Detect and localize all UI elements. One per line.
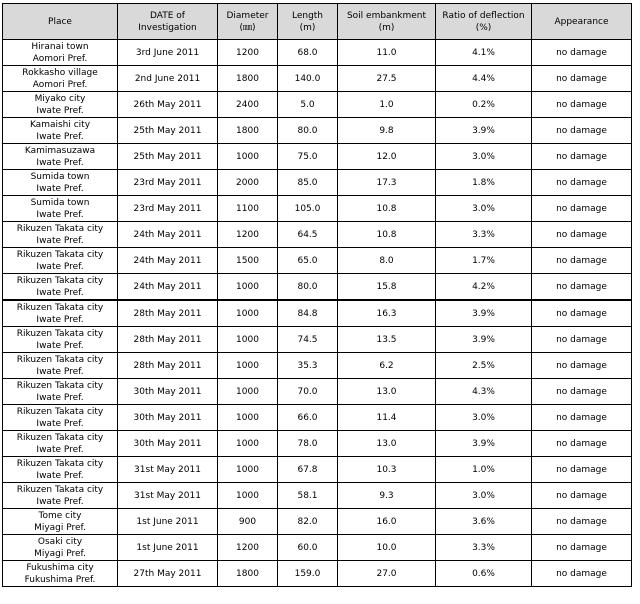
place-name: Rikuzen Takata city xyxy=(16,249,104,260)
table-row xyxy=(3,457,632,483)
cell-ratio-of-deflection: 3.3% xyxy=(436,222,532,248)
cell-place xyxy=(3,274,118,301)
cell-appearance: no damage xyxy=(532,300,632,327)
cell-place xyxy=(3,405,118,431)
cell-diameter: 1500 xyxy=(218,248,278,274)
cell-ratio-of-deflection: 3.0% xyxy=(436,196,532,222)
cell-length: 80.0 xyxy=(278,118,338,144)
prefecture-name: Iwate Pref. xyxy=(36,340,84,351)
cell-appearance: no damage xyxy=(532,405,632,431)
cell-date: 24th May 2011 xyxy=(118,222,218,248)
cell-place xyxy=(3,92,118,118)
cell-soil-embankment: 11.0 xyxy=(338,40,436,66)
header-length-unit: (m) xyxy=(299,22,316,33)
cell-soil-embankment: 27.5 xyxy=(338,66,436,92)
prefecture-name: Iwate Pref. xyxy=(36,235,84,246)
cell-place xyxy=(3,248,118,274)
place-name: Miyako city xyxy=(34,93,86,104)
cell-place xyxy=(3,509,118,535)
cell-diameter: 1200 xyxy=(218,40,278,66)
prefecture-name: Iwate Pref. xyxy=(36,157,84,168)
cell-appearance: no damage xyxy=(532,170,632,196)
place-name: Rikuzen Takata city xyxy=(16,406,104,417)
cell-place xyxy=(3,118,118,144)
cell-diameter: 1100 xyxy=(218,196,278,222)
cell-diameter: 1200 xyxy=(218,535,278,561)
cell-ratio-of-deflection: 0.6% xyxy=(436,561,532,587)
header-length xyxy=(278,4,338,40)
header-length-line1: Length xyxy=(291,10,324,21)
place-name: Rikuzen Takata city xyxy=(16,275,104,286)
prefecture-name: Aomori Pref. xyxy=(32,79,88,90)
cell-appearance: no damage xyxy=(532,457,632,483)
table-header xyxy=(3,4,632,40)
place-name: Rikuzen Takata city xyxy=(16,223,104,234)
cell-appearance: no damage xyxy=(532,535,632,561)
cell-diameter: 1000 xyxy=(218,431,278,457)
table-row xyxy=(3,535,632,561)
cell-date: 30th May 2011 xyxy=(118,405,218,431)
cell-diameter: 1200 xyxy=(218,222,278,248)
cell-date: 2nd June 2011 xyxy=(118,66,218,92)
cell-length: 65.0 xyxy=(278,248,338,274)
cell-soil-embankment: 13.5 xyxy=(338,327,436,353)
prefecture-name: Iwate Pref. xyxy=(36,183,84,194)
cell-diameter: 1000 xyxy=(218,300,278,327)
table-row xyxy=(3,118,632,144)
cell-appearance: no damage xyxy=(532,66,632,92)
cell-ratio-of-deflection: 3.9% xyxy=(436,300,532,327)
cell-place xyxy=(3,327,118,353)
cell-diameter: 1800 xyxy=(218,561,278,587)
table-row xyxy=(3,144,632,170)
cell-soil-embankment: 9.3 xyxy=(338,483,436,509)
cell-date: 23rd May 2011 xyxy=(118,196,218,222)
cell-date: 24th May 2011 xyxy=(118,248,218,274)
cell-ratio-of-deflection: 0.2% xyxy=(436,92,532,118)
cell-diameter: 2400 xyxy=(218,92,278,118)
prefecture-name: Miyagi Pref. xyxy=(34,522,86,533)
header-soil-embankment xyxy=(338,4,436,40)
place-name: Rikuzen Takata city xyxy=(16,432,104,443)
prefecture-name: Iwate Pref. xyxy=(36,105,84,116)
cell-soil-embankment: 15.8 xyxy=(338,274,436,301)
cell-appearance: no damage xyxy=(532,353,632,379)
table-body xyxy=(3,40,632,587)
cell-place xyxy=(3,561,118,587)
cell-date: 1st June 2011 xyxy=(118,535,218,561)
table-row xyxy=(3,353,632,379)
place-name: Fukushima city xyxy=(26,562,94,573)
cell-place xyxy=(3,300,118,327)
cell-diameter: 1000 xyxy=(218,274,278,301)
cell-length: 5.0 xyxy=(278,92,338,118)
cell-place xyxy=(3,457,118,483)
cell-date: 24th May 2011 xyxy=(118,274,218,301)
cell-appearance: no damage xyxy=(532,483,632,509)
cell-soil-embankment: 27.0 xyxy=(338,561,436,587)
cell-appearance: no damage xyxy=(532,248,632,274)
header-diameter xyxy=(218,4,278,40)
table-row xyxy=(3,196,632,222)
table-row xyxy=(3,405,632,431)
cell-length: 84.8 xyxy=(278,300,338,327)
cell-date: 30th May 2011 xyxy=(118,431,218,457)
cell-ratio-of-deflection: 4.3% xyxy=(436,379,532,405)
cell-ratio-of-deflection: 1.8% xyxy=(436,170,532,196)
cell-appearance: no damage xyxy=(532,379,632,405)
cell-diameter: 1800 xyxy=(218,66,278,92)
prefecture-name: Aomori Pref. xyxy=(32,53,88,64)
cell-length: 78.0 xyxy=(278,431,338,457)
table-row xyxy=(3,379,632,405)
place-name: Rikuzen Takata city xyxy=(16,354,104,365)
header-row xyxy=(3,4,632,40)
cell-ratio-of-deflection: 1.0% xyxy=(436,457,532,483)
cell-soil-embankment: 9.8 xyxy=(338,118,436,144)
cell-date: 26th May 2011 xyxy=(118,92,218,118)
cell-date: 28th May 2011 xyxy=(118,353,218,379)
cell-diameter: 1000 xyxy=(218,353,278,379)
table-row xyxy=(3,431,632,457)
cell-length: 140.0 xyxy=(278,66,338,92)
table-row xyxy=(3,66,632,92)
cell-place xyxy=(3,222,118,248)
place-name: Rikuzen Takata city xyxy=(16,458,104,469)
place-name: Rokkasho village xyxy=(22,67,98,78)
cell-soil-embankment: 17.3 xyxy=(338,170,436,196)
cell-soil-embankment: 10.8 xyxy=(338,196,436,222)
cell-length: 35.3 xyxy=(278,353,338,379)
prefecture-name: Iwate Pref. xyxy=(36,392,84,403)
cell-length: 58.1 xyxy=(278,483,338,509)
inspection-table-container xyxy=(2,3,632,587)
header-diameter-line1: Diameter xyxy=(226,10,269,21)
place-name: Sumida town xyxy=(30,197,90,208)
table-row xyxy=(3,561,632,587)
cell-date: 3rd June 2011 xyxy=(118,40,218,66)
cell-soil-embankment: 6.2 xyxy=(338,353,436,379)
table-row xyxy=(3,274,632,301)
cell-appearance: no damage xyxy=(532,274,632,301)
cell-length: 66.0 xyxy=(278,405,338,431)
cell-appearance: no damage xyxy=(532,327,632,353)
prefecture-name: Iwate Pref. xyxy=(36,444,84,455)
cell-length: 74.5 xyxy=(278,327,338,353)
prefecture-name: Iwate Pref. xyxy=(36,366,84,377)
cell-ratio-of-deflection: 2.5% xyxy=(436,353,532,379)
cell-ratio-of-deflection: 3.9% xyxy=(436,431,532,457)
table-row xyxy=(3,92,632,118)
cell-place xyxy=(3,379,118,405)
place-name: Rikuzen Takata city xyxy=(16,484,104,495)
cell-diameter: 900 xyxy=(218,509,278,535)
cell-date: 28th May 2011 xyxy=(118,327,218,353)
prefecture-name: Miyagi Pref. xyxy=(34,548,86,559)
cell-soil-embankment: 10.8 xyxy=(338,222,436,248)
cell-place xyxy=(3,535,118,561)
cell-date: 25th May 2011 xyxy=(118,144,218,170)
cell-appearance: no damage xyxy=(532,196,632,222)
cell-ratio-of-deflection: 3.9% xyxy=(436,327,532,353)
cell-soil-embankment: 13.0 xyxy=(338,431,436,457)
place-name: Rikuzen Takata city xyxy=(16,380,104,391)
place-name: Kamimasuzawa xyxy=(24,145,96,156)
cell-ratio-of-deflection: 1.7% xyxy=(436,248,532,274)
place-name: Osaki city xyxy=(37,536,83,547)
header-date xyxy=(118,4,218,40)
cell-date: 28th May 2011 xyxy=(118,300,218,327)
place-name: Kamaishi city xyxy=(29,119,91,130)
place-name: Tome city xyxy=(38,510,82,521)
table-row xyxy=(3,483,632,509)
table-row xyxy=(3,40,632,66)
cell-length: 159.0 xyxy=(278,561,338,587)
cell-ratio-of-deflection: 4.2% xyxy=(436,274,532,301)
cell-place xyxy=(3,66,118,92)
cell-appearance: no damage xyxy=(532,222,632,248)
cell-ratio-of-deflection: 3.0% xyxy=(436,144,532,170)
cell-place xyxy=(3,144,118,170)
cell-place xyxy=(3,170,118,196)
cell-date: 25th May 2011 xyxy=(118,118,218,144)
cell-ratio-of-deflection: 3.0% xyxy=(436,405,532,431)
cell-diameter: 1000 xyxy=(218,144,278,170)
cell-diameter: 1000 xyxy=(218,483,278,509)
header-diameter-unit: (㎜) xyxy=(239,22,256,33)
cell-diameter: 1800 xyxy=(218,118,278,144)
cell-place xyxy=(3,40,118,66)
cell-diameter: 1000 xyxy=(218,405,278,431)
pipe-inspection-table xyxy=(2,3,632,587)
cell-soil-embankment: 10.0 xyxy=(338,535,436,561)
cell-soil-embankment: 16.0 xyxy=(338,509,436,535)
table-row xyxy=(3,327,632,353)
prefecture-name: Iwate Pref. xyxy=(36,496,84,507)
place-name: Sumida town xyxy=(30,171,90,182)
prefecture-name: Iwate Pref. xyxy=(36,418,84,429)
cell-diameter: 2000 xyxy=(218,170,278,196)
cell-soil-embankment: 12.0 xyxy=(338,144,436,170)
cell-appearance: no damage xyxy=(532,40,632,66)
header-date-line1: DATE of xyxy=(150,10,185,21)
cell-date: 31st May 2011 xyxy=(118,457,218,483)
cell-length: 68.0 xyxy=(278,40,338,66)
prefecture-name: Iwate Pref. xyxy=(36,131,84,142)
table-row xyxy=(3,170,632,196)
cell-length: 67.8 xyxy=(278,457,338,483)
cell-appearance: no damage xyxy=(532,118,632,144)
cell-date: 1st June 2011 xyxy=(118,509,218,535)
cell-length: 75.0 xyxy=(278,144,338,170)
cell-date: 23rd May 2011 xyxy=(118,170,218,196)
header-place: Place xyxy=(3,4,118,40)
cell-length: 64.5 xyxy=(278,222,338,248)
header-ratio-unit: (%) xyxy=(475,22,492,33)
prefecture-name: Iwate Pref. xyxy=(36,209,84,220)
cell-place xyxy=(3,483,118,509)
prefecture-name: Iwate Pref. xyxy=(36,314,84,325)
cell-date: 30th May 2011 xyxy=(118,379,218,405)
cell-diameter: 1000 xyxy=(218,327,278,353)
cell-soil-embankment: 1.0 xyxy=(338,92,436,118)
place-name: Rikuzen Takata city xyxy=(16,302,104,313)
cell-ratio-of-deflection: 4.1% xyxy=(436,40,532,66)
prefecture-name: Iwate Pref. xyxy=(36,287,84,298)
cell-ratio-of-deflection: 3.0% xyxy=(436,483,532,509)
cell-date: 27th May 2011 xyxy=(118,561,218,587)
cell-soil-embankment: 8.0 xyxy=(338,248,436,274)
header-appearance: Appearance xyxy=(532,4,632,40)
prefecture-name: Iwate Pref. xyxy=(36,470,84,481)
cell-length: 85.0 xyxy=(278,170,338,196)
cell-soil-embankment: 11.4 xyxy=(338,405,436,431)
cell-appearance: no damage xyxy=(532,144,632,170)
cell-soil-embankment: 16.3 xyxy=(338,300,436,327)
cell-date: 31st May 2011 xyxy=(118,483,218,509)
cell-diameter: 1000 xyxy=(218,457,278,483)
cell-length: 70.0 xyxy=(278,379,338,405)
cell-ratio-of-deflection: 3.9% xyxy=(436,118,532,144)
cell-soil-embankment: 13.0 xyxy=(338,379,436,405)
cell-diameter: 1000 xyxy=(218,379,278,405)
cell-place xyxy=(3,353,118,379)
cell-length: 80.0 xyxy=(278,274,338,301)
table-row xyxy=(3,222,632,248)
cell-ratio-of-deflection: 4.4% xyxy=(436,66,532,92)
header-ratio-line1: Ratio of deflection xyxy=(442,10,525,21)
cell-length: 60.0 xyxy=(278,535,338,561)
cell-ratio-of-deflection: 3.6% xyxy=(436,509,532,535)
cell-place xyxy=(3,431,118,457)
cell-soil-embankment: 10.3 xyxy=(338,457,436,483)
table-row xyxy=(3,509,632,535)
cell-ratio-of-deflection: 3.3% xyxy=(436,535,532,561)
header-soil-unit: (m) xyxy=(378,22,395,33)
table-row xyxy=(3,300,632,327)
cell-length: 82.0 xyxy=(278,509,338,535)
place-name: Hiranai town xyxy=(31,41,89,52)
cell-appearance: no damage xyxy=(532,561,632,587)
place-name: Rikuzen Takata city xyxy=(16,328,104,339)
cell-appearance: no damage xyxy=(532,509,632,535)
cell-appearance: no damage xyxy=(532,431,632,457)
prefecture-name: Iwate Pref. xyxy=(36,261,84,272)
cell-length: 105.0 xyxy=(278,196,338,222)
header-soil-line1: Soil embankment xyxy=(346,10,427,21)
table-row xyxy=(3,248,632,274)
prefecture-name: Fukushima Pref. xyxy=(24,574,96,585)
cell-place xyxy=(3,196,118,222)
header-date-line2: Investigation xyxy=(138,22,197,33)
cell-appearance: no damage xyxy=(532,92,632,118)
header-ratio-of-deflection xyxy=(436,4,532,40)
